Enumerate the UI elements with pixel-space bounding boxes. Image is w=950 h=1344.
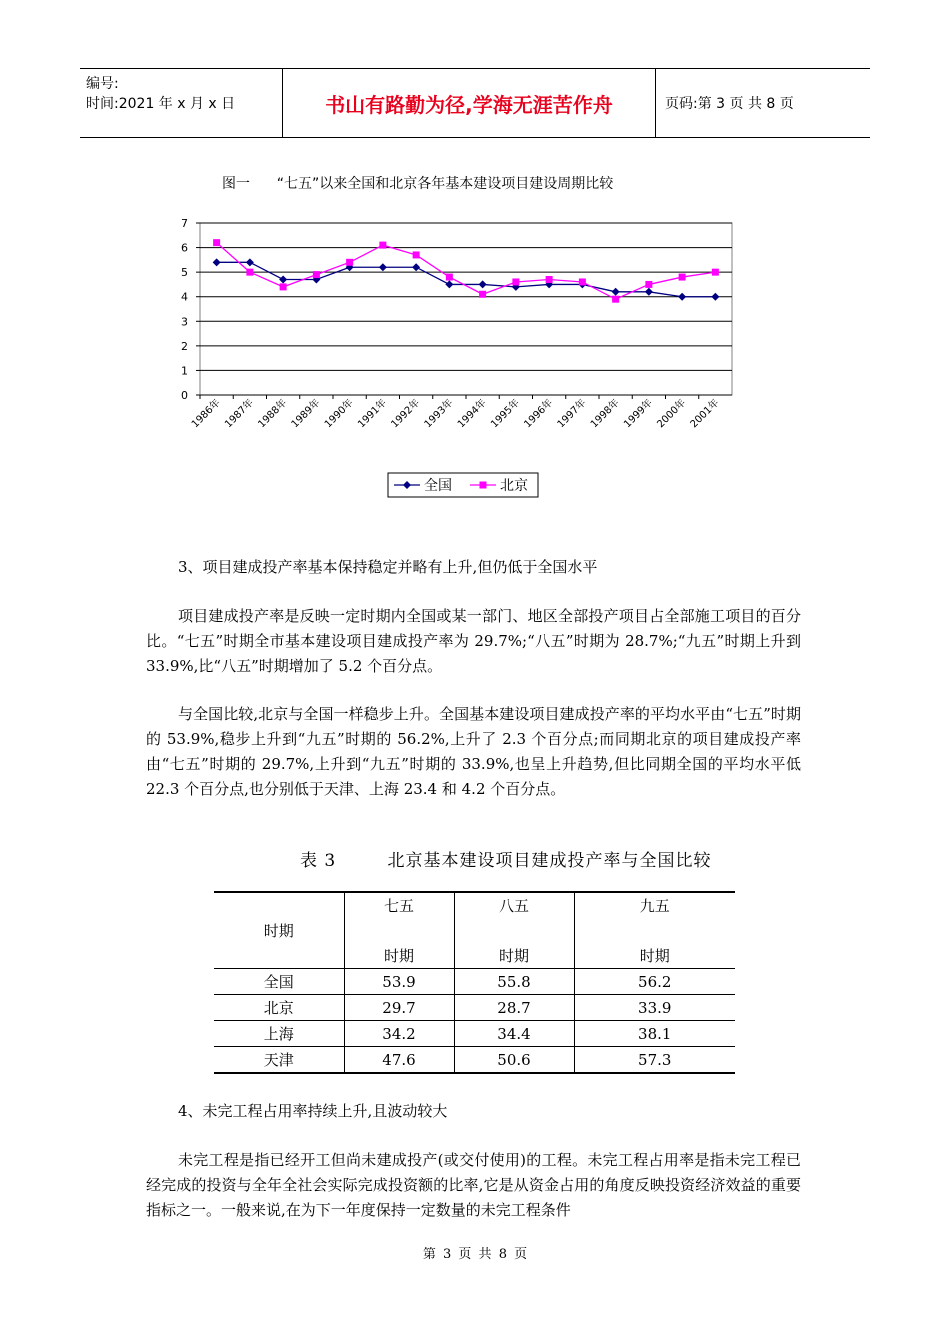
data-point — [280, 283, 287, 290]
row-label: 上海 — [214, 1021, 344, 1047]
page-footer: 第 3 页 共 8 页 — [422, 1247, 528, 1262]
data-point — [213, 239, 220, 246]
page-header — [80, 68, 870, 138]
x-tick-label: 1992年 — [389, 397, 423, 431]
data-point — [446, 274, 453, 281]
data-point — [346, 259, 353, 266]
x-tick-label: 2000年 — [655, 397, 689, 431]
cell: 38.1 — [574, 1021, 735, 1047]
data-point — [546, 276, 553, 283]
y-tick-label: 6 — [181, 241, 188, 255]
data-point — [645, 281, 652, 288]
paragraph-1: 项目建成投产率是反映一定时期内全国或某一部门、地区全部投产项目占全部施工项目的百分比。“七五”时期全市基本建设项目建成投产率为 29.7%;“八五”时期为 28.7%;“九五”时期上升到 33.9%,比“八五”时期增加了 5.2 个百分点。 — [146, 607, 801, 675]
data-point — [712, 269, 719, 276]
paragraph-3: 未完工程是指已经开工但尚未建成投产(或交付使用)的工程。未完工程占用率是指未完工程已经完成的投资与全年全社会实际完成投资额的比率,它是从资金占用的角度反映投资经济效益的重要指标之一。一般来说,在为下一年度保持一定数量的未完工程条件 — [146, 1151, 801, 1219]
cell: 47.6 — [344, 1047, 454, 1074]
data-point — [246, 269, 253, 276]
table-row — [214, 995, 735, 1021]
data-point — [479, 291, 486, 298]
cell: 50.6 — [454, 1047, 574, 1074]
data-point — [679, 274, 686, 281]
y-tick-label: 0 — [181, 389, 188, 402]
legend-label: 全国 — [424, 478, 452, 494]
y-tick-label: 4 — [181, 290, 188, 304]
x-tick-label: 1994年 — [455, 397, 489, 431]
cell: 53.9 — [344, 969, 454, 995]
data-table — [214, 891, 735, 1074]
x-tick-label: 1996年 — [522, 397, 556, 431]
x-tick-label: 1997年 — [555, 397, 589, 431]
x-tick-label: 1998年 — [588, 397, 622, 431]
col-header-bottom: 时期 — [344, 943, 454, 969]
cell: 55.8 — [454, 969, 574, 995]
row-label: 全国 — [214, 969, 344, 995]
y-tick-label: 3 — [181, 315, 188, 329]
data-point — [512, 278, 519, 285]
cell: 34.4 — [454, 1021, 574, 1047]
col-header-bottom: 时期 — [574, 943, 735, 969]
cell: 57.3 — [574, 1047, 735, 1074]
number-label: 编号: — [86, 76, 119, 92]
row-label: 北京 — [214, 995, 344, 1021]
time-label: 时间:2021 年 x 月 x 日 — [86, 96, 236, 112]
legend-marker — [480, 482, 487, 489]
x-tick-label: 1986年 — [189, 397, 223, 431]
header-motto: 书山有路勤为径,学海无涯苦作舟 — [282, 69, 656, 137]
cell: 33.9 — [574, 995, 735, 1021]
table-header-row — [214, 892, 735, 918]
cell: 34.2 — [344, 1021, 454, 1047]
x-tick-label: 1987年 — [223, 397, 256, 431]
figure-title: 图一 “七五”以来全国和北京各年基本建设项目建设周期比较 — [222, 176, 614, 192]
x-tick-label: 1995年 — [489, 397, 522, 431]
section-3-heading: 3、项目建成投产率基本保持稳定并略有上升,但仍低于全国水平 — [178, 558, 598, 576]
data-point — [313, 271, 320, 278]
cell: 29.7 — [344, 995, 454, 1021]
table-row — [214, 1021, 735, 1047]
table-row — [214, 969, 735, 995]
y-tick-label: 1 — [181, 364, 188, 378]
table-row — [214, 1047, 735, 1074]
x-tick-label: 1989年 — [289, 397, 323, 431]
x-tick-label: 2001年 — [688, 397, 722, 431]
paragraph-2: 与全国比较,北京与全国一样稳步上升。全国基本建设项目建成投产率的平均水平由“七五”时期的 53.9%,稳步上升到“九五”时期的 56.2%,上升了 2.3 个百分点;而同期北京的项目建成投产率由“七五”时期的 29.7%,上升到“九五”时期的 33.9%,也呈上升趋势,但比同期全国的平均水平低 22.3 个百分点,也分别低于天津、上海 23.4 和 4.2 个百分点。 — [146, 705, 801, 798]
col-header-bottom: 时期 — [454, 943, 574, 969]
header-meta — [80, 69, 282, 137]
data-point — [612, 296, 619, 303]
section-4-heading: 4、未完工程占用率持续上升,且波动较大 — [178, 1102, 448, 1120]
data-point — [413, 251, 420, 258]
table-title: 表 3 北京基本建设项目建成投产率与全国比较 — [300, 851, 712, 871]
y-tick-label: 7 — [181, 217, 188, 230]
x-tick-label: 1993年 — [422, 397, 456, 431]
y-tick-label: 2 — [181, 339, 188, 353]
x-tick-label: 1991年 — [356, 397, 389, 431]
x-tick-label: 1988年 — [256, 397, 290, 431]
plot-area — [200, 223, 732, 395]
col-header-top: 八五 — [454, 892, 574, 918]
period-header: 时期 — [214, 892, 344, 969]
line-chart — [160, 205, 760, 505]
legend-label: 北京 — [500, 478, 528, 494]
col-header-top: 七五 — [344, 892, 454, 918]
header-page-label: 页码:第 3 页 共 8 页 — [665, 96, 794, 112]
data-point — [579, 278, 586, 285]
row-label: 天津 — [214, 1047, 344, 1074]
cell: 56.2 — [574, 969, 735, 995]
x-tick-label: 1999年 — [622, 397, 655, 431]
cell: 28.7 — [454, 995, 574, 1021]
x-tick-label: 1990年 — [322, 397, 356, 431]
data-point — [379, 242, 386, 249]
y-tick-label: 5 — [181, 266, 188, 280]
col-header-top: 九五 — [574, 892, 735, 918]
